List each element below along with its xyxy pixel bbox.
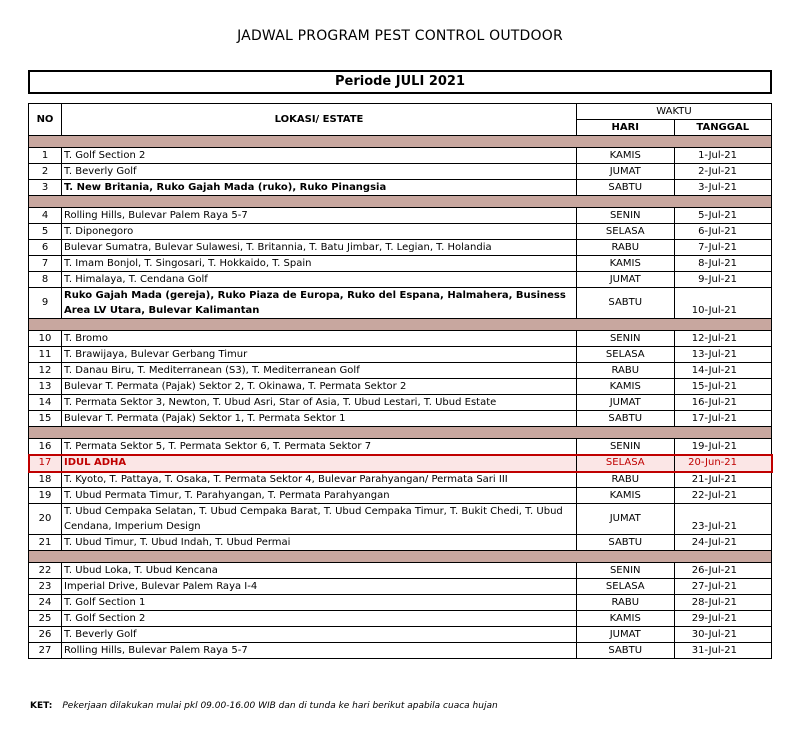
table-row xyxy=(29,148,772,164)
row-location: T. Brawijaya, Bulevar Gerbang Timur xyxy=(62,347,577,363)
row-date: 5-Jul-21 xyxy=(674,208,772,224)
table-row xyxy=(29,579,772,595)
row-day: SELASA xyxy=(577,455,675,472)
row-number: 27 xyxy=(29,643,62,659)
table-row xyxy=(29,240,772,256)
row-location: Bulevar T. Permata (Pajak) Sektor 1, T. Permata Sektor 1 xyxy=(62,411,577,427)
row-number: 22 xyxy=(29,563,62,579)
table-row xyxy=(29,643,772,659)
table-row xyxy=(29,288,772,319)
row-location: T. Bromo xyxy=(62,331,577,347)
row-date: 12-Jul-21 xyxy=(674,331,772,347)
row-day: SELASA xyxy=(577,347,675,363)
header-time: WAKTU xyxy=(577,104,772,120)
row-day: SELASA xyxy=(577,579,675,595)
row-location: T. Imam Bonjol, T. Singosari, T. Hokkaido, T. Spain xyxy=(62,256,577,272)
row-location: T. Ubud Permata Timur, T. Parahyangan, T. Permata Parahyangan xyxy=(62,488,577,504)
row-date: 20-Jun-21 xyxy=(674,455,772,472)
row-location: T. New Britania, Ruko Gajah Mada (ruko), Ruko Pinangsia xyxy=(62,180,577,196)
table-row xyxy=(29,379,772,395)
row-location: T. Ubud Loka, T. Ubud Kencana xyxy=(62,563,577,579)
row-number: 25 xyxy=(29,611,62,627)
row-day: SELASA xyxy=(577,224,675,240)
table-row xyxy=(29,224,772,240)
row-day: SABTU xyxy=(577,180,675,196)
row-date: 15-Jul-21 xyxy=(674,379,772,395)
row-date: 8-Jul-21 xyxy=(674,256,772,272)
table-row xyxy=(29,208,772,224)
row-day: JUMAT xyxy=(577,504,675,535)
row-location: T. Beverly Golf xyxy=(62,627,577,643)
row-day: JUMAT xyxy=(577,272,675,288)
row-date: 7-Jul-21 xyxy=(674,240,772,256)
week-separator xyxy=(29,427,772,439)
header-location: LOKASI/ ESTATE xyxy=(62,104,577,136)
row-date: 17-Jul-21 xyxy=(674,411,772,427)
week-separator xyxy=(29,319,772,331)
row-location: T. Himalaya, T. Cendana Golf xyxy=(62,272,577,288)
row-date: 14-Jul-21 xyxy=(674,363,772,379)
row-number: 16 xyxy=(29,439,62,455)
row-date: 1-Jul-21 xyxy=(674,148,772,164)
footnote-text: Pekerjaan dilakukan mulai pkl 09.00-16.00 WIB dan di tunda ke hari berikut apabila cuaca hujan xyxy=(62,701,498,711)
row-date: 3-Jul-21 xyxy=(674,180,772,196)
table-row xyxy=(29,272,772,288)
period-banner: Periode JULI 2021 xyxy=(28,70,772,94)
table-row xyxy=(29,347,772,363)
row-number: 2 xyxy=(29,164,62,180)
table-row xyxy=(29,595,772,611)
table-row xyxy=(29,395,772,411)
row-date: 16-Jul-21 xyxy=(674,395,772,411)
row-location: Bulevar T. Permata (Pajak) Sektor 2, T. Okinawa, T. Permata Sektor 2 xyxy=(62,379,577,395)
row-number: 4 xyxy=(29,208,62,224)
row-location: T. Ubud Timur, T. Ubud Indah, T. Ubud Permai xyxy=(62,535,577,551)
row-number: 13 xyxy=(29,379,62,395)
row-date: 19-Jul-21 xyxy=(674,439,772,455)
row-day: SENIN xyxy=(577,563,675,579)
row-number: 5 xyxy=(29,224,62,240)
row-number: 26 xyxy=(29,627,62,643)
header-date: TANGGAL xyxy=(674,120,772,136)
row-number: 18 xyxy=(29,472,62,488)
row-number: 1 xyxy=(29,148,62,164)
document-title: JADWAL PROGRAM PEST CONTROL OUTDOOR xyxy=(237,28,563,44)
row-location: T. Permata Sektor 5, T. Permata Sektor 6, T. Permata Sektor 7 xyxy=(62,439,577,455)
row-location: T. Danau Biru, T. Mediterranean (S3), T. Mediterranean Golf xyxy=(62,363,577,379)
table-row xyxy=(29,180,772,196)
table-row xyxy=(29,472,772,488)
row-date: 6-Jul-21 xyxy=(674,224,772,240)
row-location: T. Permata Sektor 3, Newton, T. Ubud Asri, Star of Asia, T. Ubud Lestari, T. Ubud Estate xyxy=(62,395,577,411)
row-day: SENIN xyxy=(577,208,675,224)
row-day: RABU xyxy=(577,472,675,488)
row-number: 19 xyxy=(29,488,62,504)
row-location: Ruko Gajah Mada (gereja), Ruko Piaza de Europa, Ruko del Espana, Halmahera, Business Area LV Utara, Bulevar Kalimantan xyxy=(62,288,577,319)
row-location: T. Kyoto, T. Pattaya, T. Osaka, T. Permata Sektor 4, Bulevar Parahyangan/ Permata Sari III xyxy=(62,472,577,488)
table-row xyxy=(29,627,772,643)
footnote xyxy=(30,701,498,711)
table-row xyxy=(29,411,772,427)
row-number: 20 xyxy=(29,504,62,535)
row-date: 24-Jul-21 xyxy=(674,535,772,551)
week-separator xyxy=(29,136,772,148)
row-day: SENIN xyxy=(577,331,675,347)
row-day: JUMAT xyxy=(577,164,675,180)
table-row xyxy=(29,331,772,347)
table-row xyxy=(29,504,772,535)
table-row xyxy=(29,363,772,379)
row-location: Imperial Drive, Bulevar Palem Raya I-4 xyxy=(62,579,577,595)
row-date: 27-Jul-21 xyxy=(674,579,772,595)
row-date: 13-Jul-21 xyxy=(674,347,772,363)
row-number: 7 xyxy=(29,256,62,272)
row-day: SABTU xyxy=(577,643,675,659)
row-location: T. Beverly Golf xyxy=(62,164,577,180)
row-location: T. Golf Section 2 xyxy=(62,148,577,164)
row-day: JUMAT xyxy=(577,627,675,643)
row-day: KAMIS xyxy=(577,611,675,627)
row-number: 3 xyxy=(29,180,62,196)
row-day: SABTU xyxy=(577,535,675,551)
table-row xyxy=(29,439,772,455)
row-number: 23 xyxy=(29,579,62,595)
week-separator xyxy=(29,196,772,208)
table-row xyxy=(29,164,772,180)
row-date: 10-Jul-21 xyxy=(674,288,772,319)
header-day: HARI xyxy=(577,120,675,136)
row-day: KAMIS xyxy=(577,256,675,272)
row-date: 31-Jul-21 xyxy=(674,643,772,659)
row-day: KAMIS xyxy=(577,148,675,164)
row-day: RABU xyxy=(577,595,675,611)
table-row xyxy=(29,488,772,504)
row-date: 29-Jul-21 xyxy=(674,611,772,627)
table-row xyxy=(29,563,772,579)
row-location: Bulevar Sumatra, Bulevar Sulawesi, T. Britannia, T. Batu Jimbar, T. Legian, T. Holandia xyxy=(62,240,577,256)
row-number: 17 xyxy=(29,455,62,472)
row-date: 9-Jul-21 xyxy=(674,272,772,288)
row-day: KAMIS xyxy=(577,488,675,504)
row-number: 21 xyxy=(29,535,62,551)
row-number: 8 xyxy=(29,272,62,288)
row-location: T. Ubud Cempaka Selatan, T. Ubud Cempaka Barat, T. Ubud Cempaka Timur, T. Bukit Chedi, T. Ubud Cendana, Imperium Design xyxy=(62,504,577,535)
row-number: 6 xyxy=(29,240,62,256)
table-row xyxy=(29,611,772,627)
row-number: 9 xyxy=(29,288,62,319)
row-location: Rolling Hills, Bulevar Palem Raya 5-7 xyxy=(62,643,577,659)
row-number: 24 xyxy=(29,595,62,611)
row-location: T. Golf Section 1 xyxy=(62,595,577,611)
row-date: 26-Jul-21 xyxy=(674,563,772,579)
row-day: SENIN xyxy=(577,439,675,455)
row-number: 15 xyxy=(29,411,62,427)
row-date: 23-Jul-21 xyxy=(674,504,772,535)
row-day: SABTU xyxy=(577,288,675,319)
holiday-row xyxy=(29,455,772,472)
table-row xyxy=(29,256,772,272)
row-location: IDUL ADHA xyxy=(62,455,577,472)
row-day: RABU xyxy=(577,363,675,379)
row-number: 10 xyxy=(29,331,62,347)
row-date: 2-Jul-21 xyxy=(674,164,772,180)
row-date: 30-Jul-21 xyxy=(674,627,772,643)
week-separator xyxy=(29,551,772,563)
row-date: 28-Jul-21 xyxy=(674,595,772,611)
row-date: 22-Jul-21 xyxy=(674,488,772,504)
row-day: KAMIS xyxy=(577,379,675,395)
row-day: RABU xyxy=(577,240,675,256)
header-no: NO xyxy=(29,104,62,136)
row-location: T. Diponegoro xyxy=(62,224,577,240)
row-location: T. Golf Section 2 xyxy=(62,611,577,627)
row-date: 21-Jul-21 xyxy=(674,472,772,488)
table-row xyxy=(29,535,772,551)
row-number: 14 xyxy=(29,395,62,411)
row-day: JUMAT xyxy=(577,395,675,411)
row-number: 12 xyxy=(29,363,62,379)
row-number: 11 xyxy=(29,347,62,363)
footnote-label: KET: xyxy=(30,701,53,711)
schedule-table xyxy=(28,103,772,659)
row-day: SABTU xyxy=(577,411,675,427)
row-location: Rolling Hills, Bulevar Palem Raya 5-7 xyxy=(62,208,577,224)
